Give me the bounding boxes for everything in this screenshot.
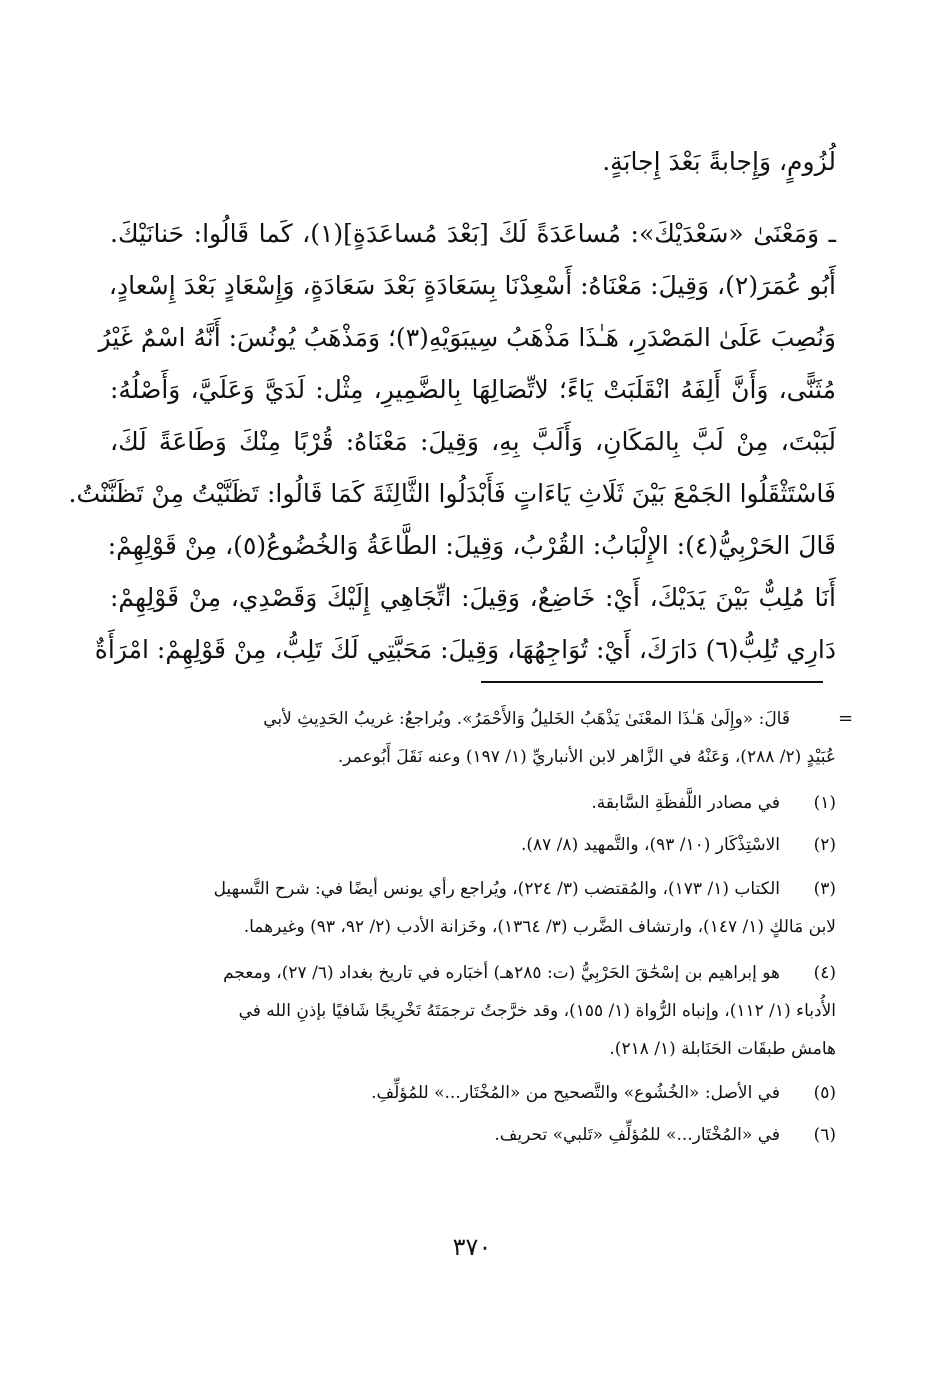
main-line-4: وَنُصِبَ عَلَىٰ المَصْدَرِ، هَـٰذَا مَذْهَبُ سِيبَوَيْهِ(٣)؛ وَمَذْهَبُ يُونُسَ: أَنَّهُ اسْمٌ غَيْرُ [98, 323, 836, 352]
footnote-continuation-line-1: قَالَ: «وإِلَىٰ هَـٰذَا المعْنَىٰ يَذْهَبُ الخَليلُ وَالأَحْمَرُ». ويُراجعُ: غريبُ الحَدِيثِ لأبي [263, 709, 790, 729]
footnote-continuation-line-2: عُبَيْدٍ (٢/ ٢٨٨)، وَعَنْهُ في الزَّاهر لابن الأنباريِّ (١/ ١٩٧) وعنه نَقَلَ أَبُوعمر. [337, 747, 836, 767]
page-number: ٣٧٠ [452, 1233, 492, 1261]
footnote-4-line-1: هو إبراهيم بن إسْحَٰقَ الحَرْبِيُّ (ت: ٢٨٥هـ) أخبَاره في تاريخ بغداد (٦/ ٢٧)، ومعجم [223, 963, 780, 983]
footnote-number-1: (١) [813, 793, 836, 813]
main-line-3: أَبُو عُمَرَ(٢)، وَقِيلَ: مَعْنَاهُ: أَسْعِدْنَا بِسَعَادَةٍ بَعْدَ سَعَادَةٍ، وَإِسْعَادٍ بَعْدَ إِسْعادٍ، [108, 271, 836, 300]
footnote-1-line-1: في مصادر اللَّفظَةِ السَّابقة. [591, 793, 780, 813]
footnote-4-line-2: الأُدباء (١/ ١١٢)، وإنباه الرُّواة (١/ ١٥٥)، وقد خرَّجتُ ترجمَتَهُ تَخْرِيجًا شَافيًا بإذنِ الله في [238, 1001, 836, 1021]
main-line-7: فَاسْتَثْقَلُوا الجَمْعَ بَيْنَ ثَلَاثِ يَاءَاتٍ فَأَبْدَلُوا الثَّالِثَةَ كَمَا قَالُوا: تَظَنَّيْتُ مِنْ تَظَنَّنْتُ. [68, 479, 836, 508]
main-line-6: لَبَبْتَ، مِنْ لَبَّ بِالمَكَانِ، وَأَلَبَّ بِهِ، وَقِيلَ: مَعْنَاهُ: قُرْبًا مِنْكَ وَطَاعَةً لَكَ، [110, 427, 836, 456]
footnote-number-4: (٤) [813, 963, 836, 983]
main-line-2: ـ وَمَعْنَىٰ «سَعْدَيْكَ»: مُساعَدَةً لَكَ [بَعْدَ مُساعَدَةٍ](١)، كَما قَالُوا: حَنانَيْكَ. [110, 219, 836, 248]
footnote-2-line-1: الاسْتِذْكَار (١٠/ ٩٣)، والتَّمهيد (٨/ ٨٧). [520, 835, 780, 855]
footnote-separator [481, 681, 823, 683]
footnote-number-2: (٢) [813, 835, 836, 855]
main-line-5: مُثَنًّى، وَأَنَّ أَلِفَهُ انْقَلَبَتْ يَاءً؛ لاتِّصَالِهَا بِالضَّمِيرِ، مِثْل: لَدَيَّ وَعَلَيَّ، وَأَصْلُهُ: [110, 375, 836, 404]
footnote-3-line-1: الكتاب (١/ ١٧٣)، والمُقتضب (٣/ ٢٢٤)، ويُراجع رأي يونس أيضًا في: شرح التَّسهيل [213, 879, 780, 899]
footnote-number-6: (٦) [813, 1125, 836, 1145]
main-line-8: قَالَ الحَرْبِيُّ(٤): الإِلْبَابُ: القُرْبُ، وَقِيلَ: الطَّاعَةُ وَالخُضُوعُ(٥)، مِنْ قَوْلِهِمْ: [107, 531, 836, 560]
footnote-6-line-1: في «المُخْتَار...» للمُؤلِّفِ «تَلبي» تحريف. [494, 1125, 780, 1145]
continuation-mark: = [838, 708, 854, 729]
main-line-1: لُزُومٍ، وَإِجابةً بَعْدَ إِجابَةٍ. [602, 147, 836, 176]
footnote-4-line-3: هامش طبقَات الحَنَابلة (١/ ٢١٨). [609, 1039, 836, 1059]
footnote-3-line-2: لابن مَالكٍ (١/ ١٤٧)، وارتشاف الضَّرب (٣/ ١٣٦٤)، وخَزانة الأدب (٢/ ٩٢، ٩٣) وغيرهما. [243, 917, 836, 937]
footnote-number-5: (٥) [813, 1083, 836, 1103]
main-line-10: دَارِي تُلِبُّ(٦) دَارَكَ، أَيْ: تُوَاجِهُهَا، وَقِيلَ: مَحَبَّتِي لَكَ تَلِبُّ، مِنْ قَوْلِهِمْ: امْرَأَةٌ [94, 635, 836, 664]
footnote-number-3: (٣) [813, 879, 836, 899]
footnote-5-line-1: في الأصل: «الخُشُوع» والتَّصحيح من «المُخْتَار...» للمُؤلِّفِ. [371, 1083, 780, 1103]
main-line-9: أَنَا مُلِبٌّ بَيْنَ يَدَيْكَ، أَيْ: خَاضِعٌ، وَقِيلَ: اتِّجَاهِي إِلَيْكَ وَقَصْدِي، مِنْ قَوْلِهِمْ: [110, 583, 836, 612]
